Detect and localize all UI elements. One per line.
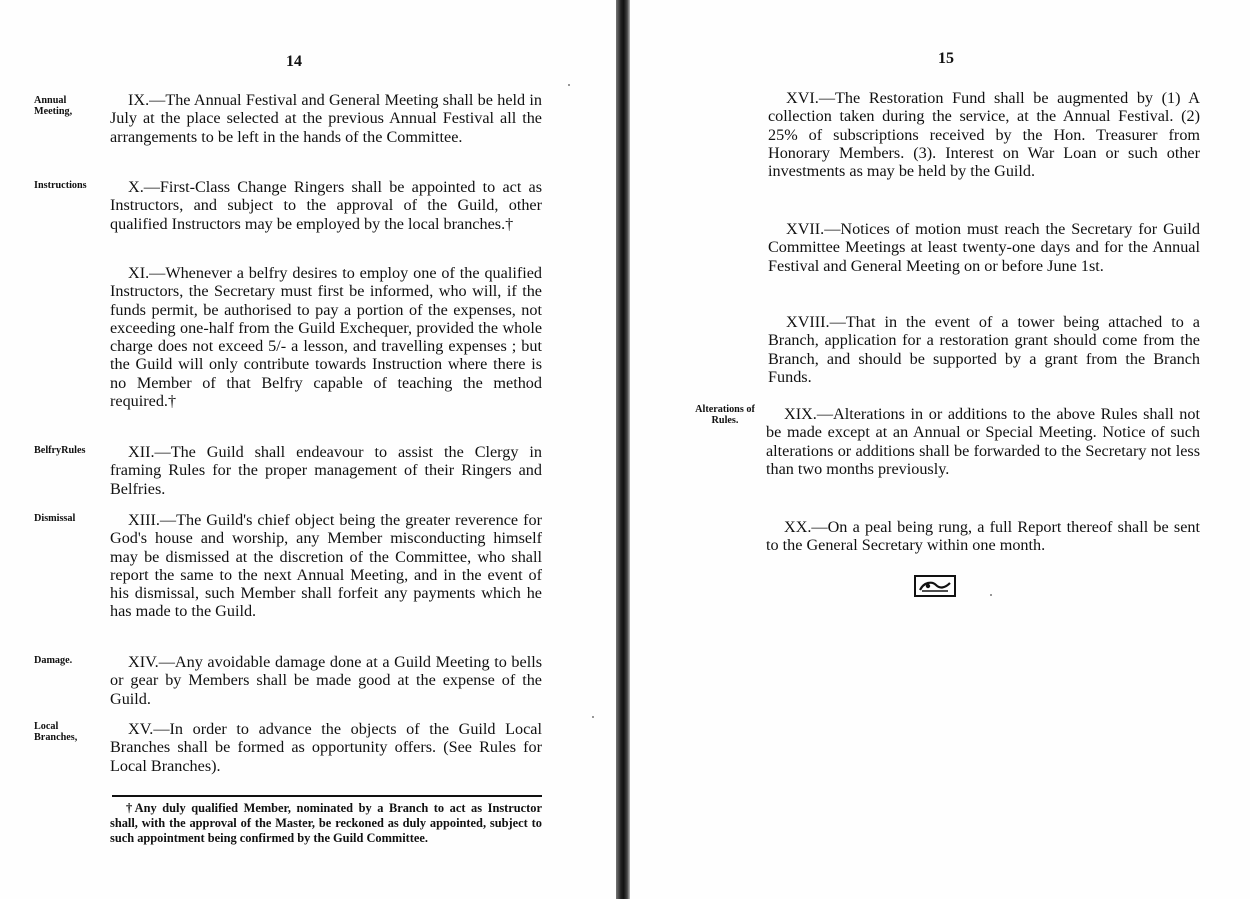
- rule-xii: [110, 443, 542, 498]
- rule-xi: [110, 264, 542, 410]
- rule-xiii: [110, 511, 542, 621]
- left-page: [0, 0, 616, 899]
- rule-xv: [110, 720, 542, 775]
- page-number-left: 14: [286, 53, 302, 70]
- rule-xii-text: XII.—The Guild shall endeavour to assist the Clergy in framing Rules for the proper management of their Ringers and Belfries.: [110, 443, 542, 498]
- rule-x-text: X.—First-Class Change Ringers shall be appointed to act as Instructors, and subject to the approval of the Guild, other qualified Instructors may be employed by the local branches.†: [110, 178, 542, 233]
- speck: [568, 84, 570, 86]
- right-page: [630, 0, 1250, 899]
- rule-ix-text: IX.—The Annual Festival and General Meeting shall be held in July at the place selected at the previous Annual Festival all the arrangements to be left in the hands of the Committee.: [110, 91, 542, 146]
- footnote: [110, 801, 542, 847]
- rule-xvi-text: XVI.—The Restoration Fund shall be augmented by (1) A collection taken during the service, at the Annual Festival. (2) 25% of subscriptions received by the Hon. Treasurer from Honorary Members. (3). Interest on War Loan or such other investments as may be held by the Guild.: [768, 89, 1200, 181]
- rule-xiii-text: XIII.—The Guild's chief object being the greater reverence for God's house and worship, any Member misconducting himself may be dismissed at the discretion of the Committee, who shall report the same to the next Annual Meeting, and in the event of his dismissal, such Member shall forfeit any payments which he has made to the Guild.: [110, 511, 542, 621]
- rule-xx: [766, 518, 1200, 555]
- rule-xvii: [768, 220, 1200, 275]
- footnote-divider: [112, 795, 542, 797]
- rule-xviii-text: XVIII.—That in the event of a tower being attached to a Branch, application for a restoration grant should come from the Branch, and should be supported by a grant from the Branch Funds.: [768, 313, 1200, 386]
- rule-xv-text: XV.—In order to advance the objects of the Guild Local Branches shall be formed as opportunity offers. (See Rules for Local Branches).: [110, 720, 542, 775]
- speck: [990, 594, 992, 596]
- rule-xi-text: XI.—Whenever a belfry desires to employ one of the qualified Instructors, the Secretary must first be informed, who will, if the funds permit, be authorised to pay a portion of the expenses, not exceeding one-half from the Guild Exchequer, provided the whole charge does not exceed 5/- a lesson, and travelling expenses ; but the Guild will only contribute towards Instruction where there is no Member of that Belfry capable of teaching the method required.†: [110, 264, 542, 411]
- side-label-damage: Damage.: [34, 655, 73, 666]
- side-label-local-branches: Local Branches,: [34, 721, 78, 743]
- rule-xix: [766, 405, 1200, 478]
- side-label-alterations-of-rules: Alterations of Rules.: [695, 404, 755, 426]
- book-gutter: [616, 0, 630, 899]
- rule-xviii: [768, 313, 1200, 386]
- footnote-text: †Any duly qualified Member, nominated by a Branch to act as Instructor shall, with the approval of the Master, be reckoned as duly appointed, subject to such appointment being confirmed by the Guild Committee.: [110, 801, 542, 846]
- page-number-right: 15: [938, 50, 954, 67]
- rule-xx-text: XX.—On a peal being rung, a full Report thereof shall be sent to the General Secretary within one month.: [766, 518, 1200, 555]
- rule-xiv: [110, 653, 542, 708]
- rule-xix-text: XIX.—Alterations in or additions to the above Rules shall not be made except at an Annual or Special Meeting. Notice of such alterations or additions shall be forwarded to the Secretary not less than two months previously.: [766, 405, 1200, 478]
- rule-ix: [110, 91, 542, 146]
- side-label-annual-meeting: Annual Meeting,: [34, 95, 73, 117]
- rule-x: [110, 178, 542, 233]
- side-label-instructions: Instructions: [34, 180, 87, 191]
- side-label-dismissal: Dismissal: [34, 513, 76, 524]
- rule-xvii-text: XVII.—Notices of motion must reach the Secretary for Guild Committee Meetings at least twenty-one days and for the Annual Festival and General Meeting on or before June 1st.: [768, 220, 1200, 275]
- rule-xvi: [768, 89, 1200, 180]
- rule-xiv-text: XIV.—Any avoidable damage done at a Guild Meeting to bells or gear by Members shall be made good at the expense of the Guild.: [110, 653, 542, 708]
- hand-ornament-icon: [914, 575, 956, 597]
- side-label-belfry-rules: BelfryRules: [34, 445, 86, 456]
- speck: [592, 716, 594, 718]
